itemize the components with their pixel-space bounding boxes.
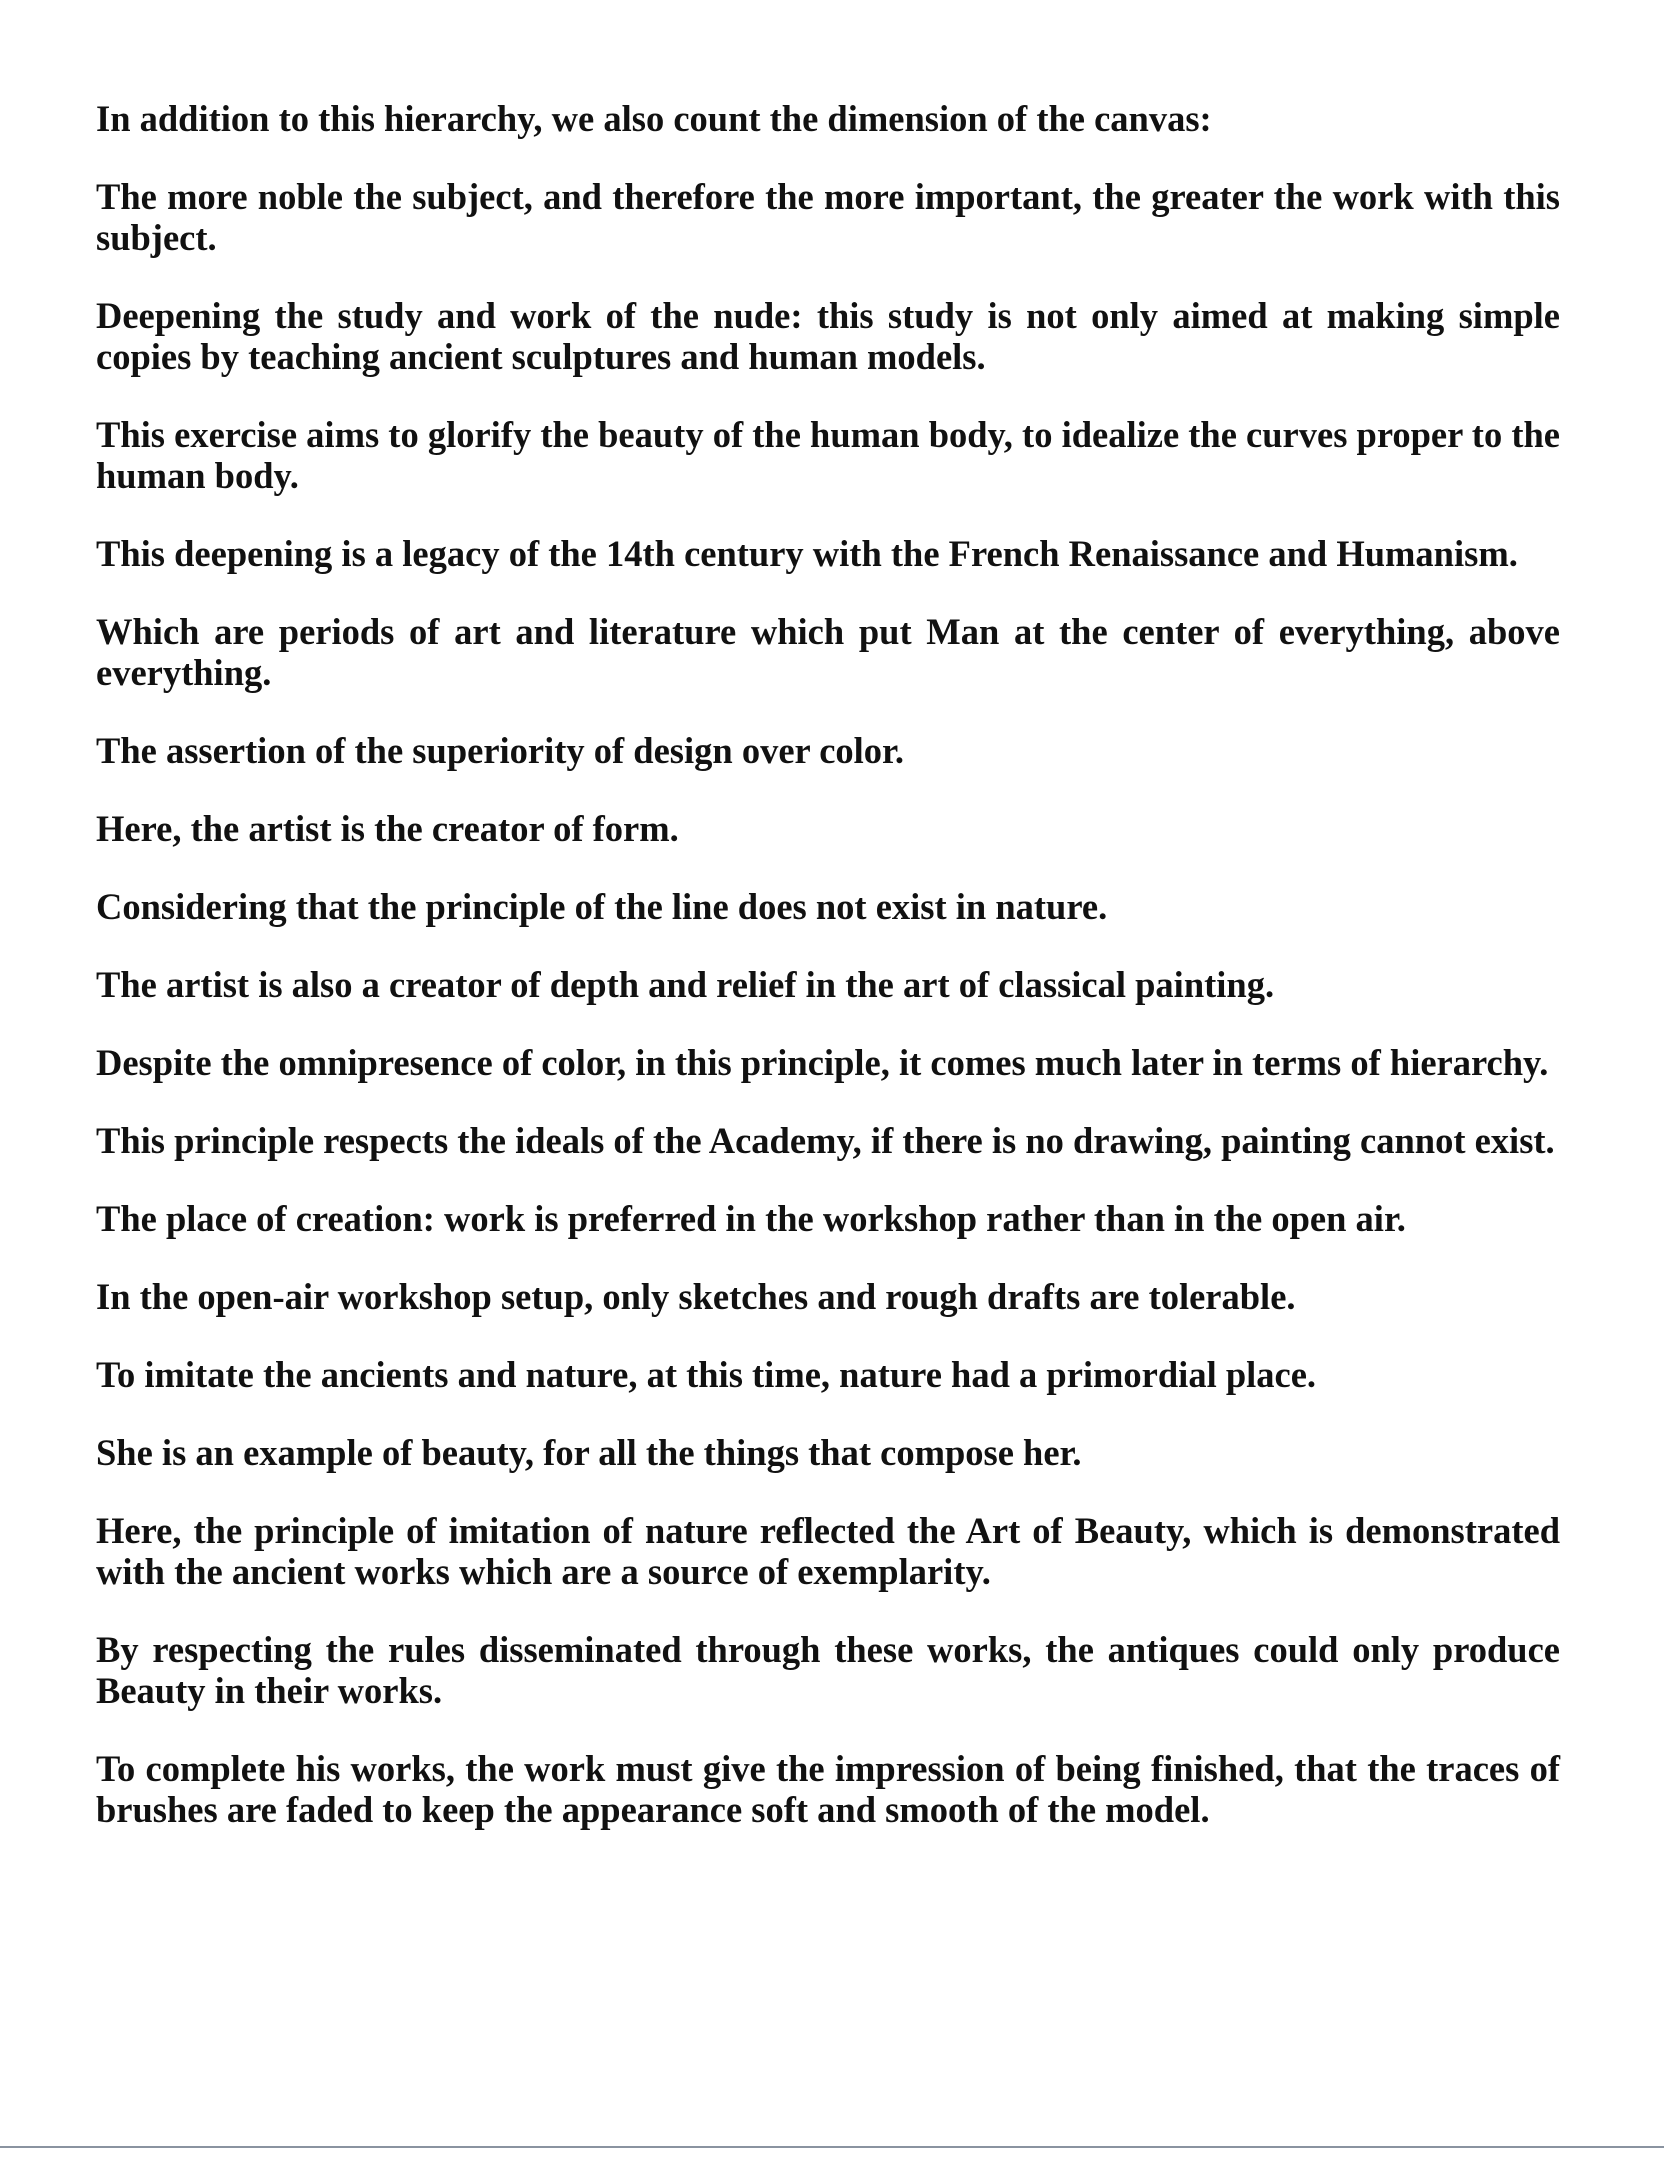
paragraph-2: The more noble the subject, and therefore the more important, the greater the work with this subject. bbox=[96, 176, 1560, 258]
paragraph-9: Considering that the principle of the line does not exist in nature. bbox=[96, 886, 1108, 927]
paragraph-5: This deepening is a legacy of the 14th century with the French Renaissance and Humanism. bbox=[96, 533, 1518, 574]
paragraph-8: Here, the artist is the creator of form. bbox=[96, 808, 679, 849]
paragraph-13: The place of creation: work is preferred in the workshop rather than in the open air. bbox=[96, 1198, 1406, 1239]
paragraph-12: This principle respects the ideals of the Academy, if there is no drawing, painting cannot exist. bbox=[96, 1120, 1555, 1161]
bottom-edge-rule bbox=[0, 2146, 1664, 2148]
paragraph-17: Here, the principle of imitation of nature reflected the Art of Beauty, which is demonstrated with the ancient works which are a source of exemplarity. bbox=[96, 1510, 1560, 1592]
paragraph-18: By respecting the rules disseminated through these works, the antiques could only produce Beauty in their works. bbox=[96, 1629, 1560, 1711]
paragraph-6: Which are periods of art and literature which put Man at the center of everything, above everything. bbox=[96, 611, 1560, 693]
paragraph-19: To complete his works, the work must give the impression of being finished, that the traces of brushes are faded to keep the appearance soft and smooth of the model. bbox=[96, 1748, 1560, 1830]
paragraph-16: She is an example of beauty, for all the things that compose her. bbox=[96, 1432, 1082, 1473]
paragraph-10: The artist is also a creator of depth and relief in the art of classical painting. bbox=[96, 964, 1275, 1005]
paragraph-14: In the open-air workshop setup, only sketches and rough drafts are tolerable. bbox=[96, 1276, 1296, 1317]
document-page bbox=[96, 98, 1560, 1867]
paragraph-15: To imitate the ancients and nature, at this time, nature had a primordial place. bbox=[96, 1354, 1317, 1395]
paragraph-4: This exercise aims to glorify the beauty of the human body, to idealize the curves proper to the human body. bbox=[96, 414, 1560, 496]
paragraph-3: Deepening the study and work of the nude: this study is not only aimed at making simple copies by teaching ancient sculptures and human models. bbox=[96, 295, 1560, 377]
paragraph-7: The assertion of the superiority of design over color. bbox=[96, 730, 905, 771]
paragraph-11: Despite the omnipresence of color, in this principle, it comes much later in terms of hierarchy. bbox=[96, 1042, 1549, 1083]
paragraph-1: In addition to this hierarchy, we also count the dimension of the canvas: bbox=[96, 98, 1212, 139]
